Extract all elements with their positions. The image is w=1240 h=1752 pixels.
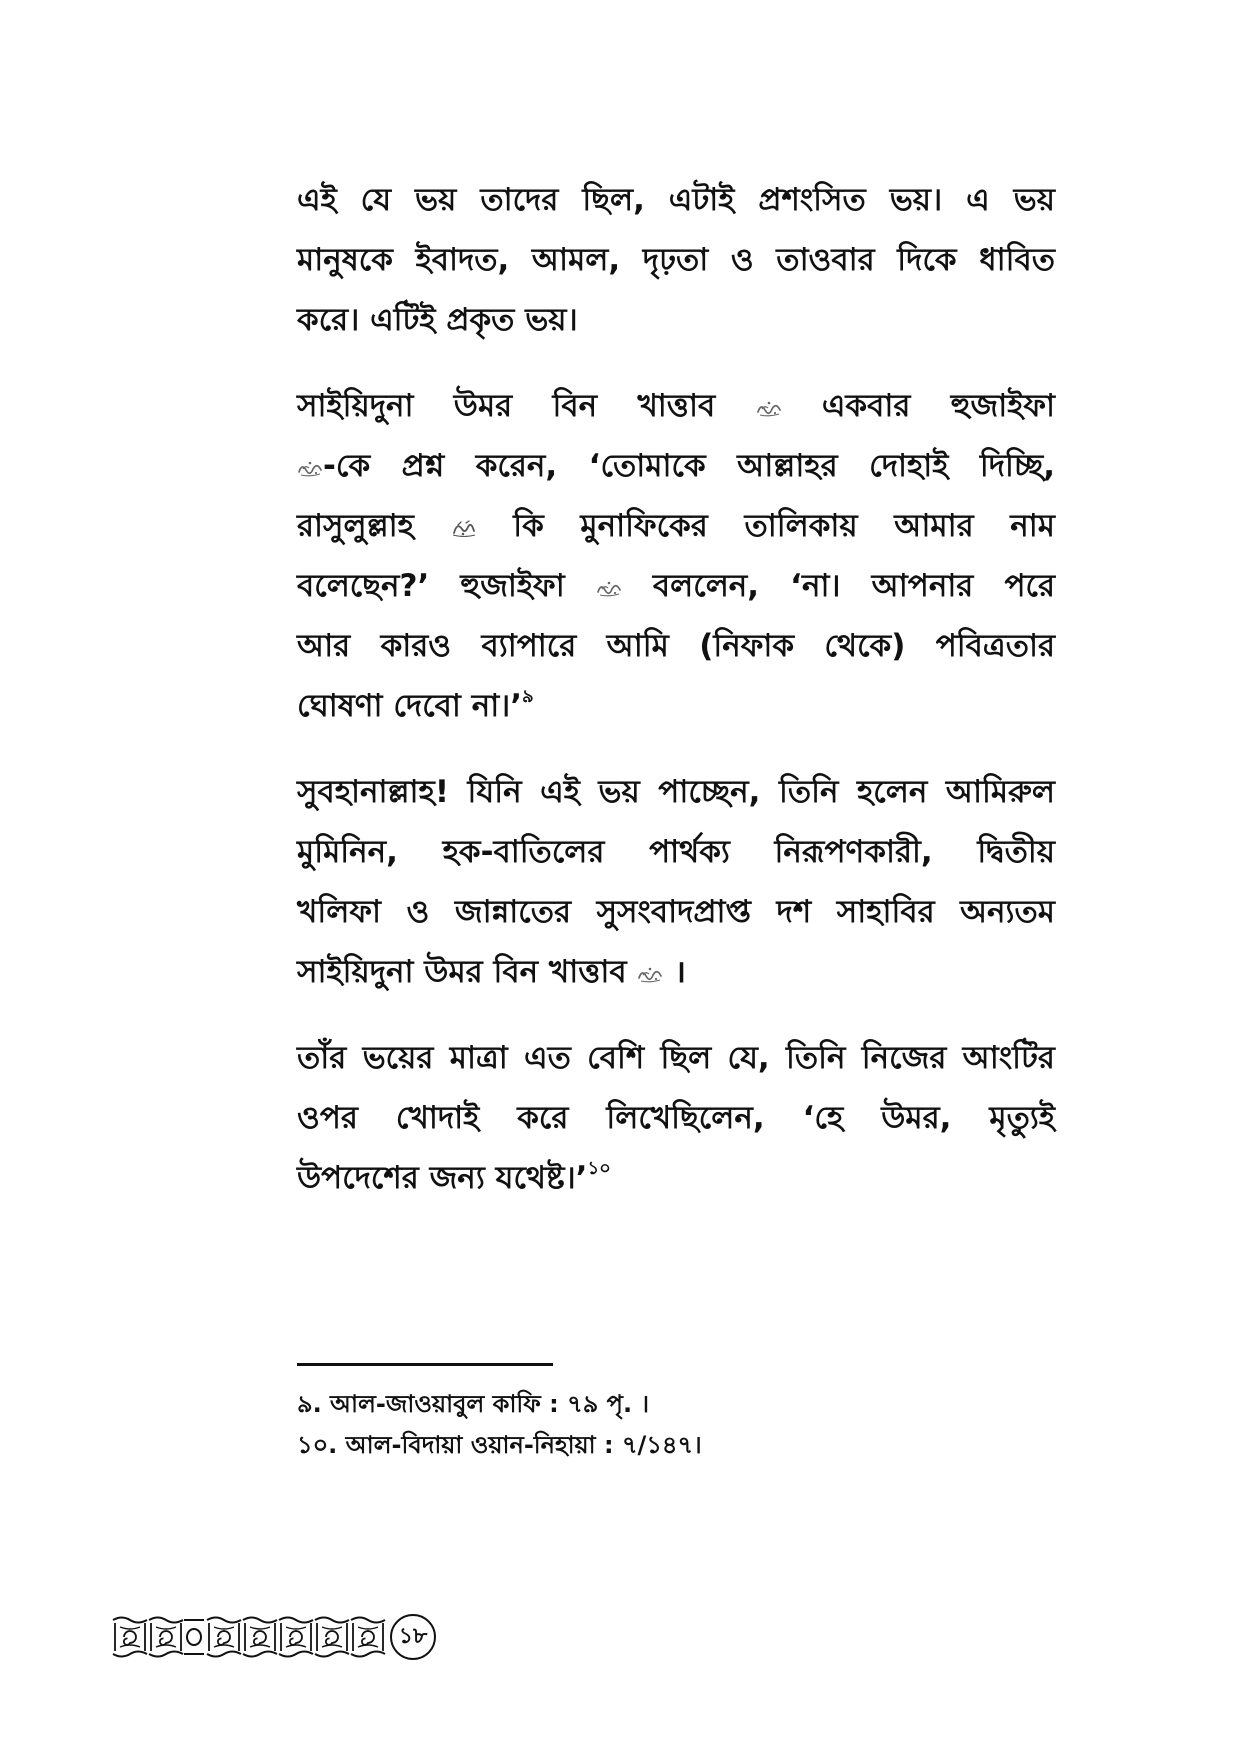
footnote-item: ৯. আল-জাওয়াবুল কাফি : ৭৯ পৃ. । xyxy=(297,1390,650,1418)
text-segment: মুমিনিন, হক-বাতিলের পার্থক্য নিরূপণকারী, দ্বিতীয় xyxy=(297,834,1055,870)
text-segment: মানুষকে ইবাদত, আমল, দৃঢ়তা ও তাওবার দিকে ধাবিত xyxy=(297,242,1055,278)
radiyallahu-anhu-glyph xyxy=(596,579,622,597)
text-line xyxy=(297,1028,1055,1088)
radiyallahu-anhu-icon xyxy=(756,399,782,417)
paragraph xyxy=(297,1028,1055,1208)
text-segment: বলেছেন?’ হুজাইফা xyxy=(297,568,565,604)
footnote-ref[interactable]: ১০ xyxy=(587,1158,611,1179)
text-line xyxy=(297,1148,1055,1208)
text-line xyxy=(297,1088,1055,1148)
sallallahu-alayhi-wasallam-glyph xyxy=(451,519,477,537)
text-line xyxy=(297,822,1055,882)
body-text xyxy=(297,170,1055,1234)
text-segment: ঘোষণা দেবো না।’ xyxy=(297,688,523,724)
text-segment: এই যে ভয় তাদের ছিল, এটাই প্রশংসিত ভয়। এ ভয় xyxy=(297,182,1055,218)
text-segment: -কে প্রশ্ন করেন, ‘তোমাকে আল্লাহর দোহাই দিচ্ছি, xyxy=(323,448,1055,484)
radiyallahu-anhu-glyph xyxy=(637,965,663,983)
footnote-item: ১০. আল-বিদায়া ওয়ান-নিহায়া : ৭/১৪৭। xyxy=(297,1431,702,1459)
text-segment: রাসুলুল্লাহ xyxy=(297,508,414,544)
text-segment: বললেন, ‘না। আপনার পরে xyxy=(652,568,1055,604)
text-line xyxy=(297,942,1055,1002)
decorative-border-icon xyxy=(112,1615,388,1659)
text-segment: ওপর খোদাই করে লিখেছিলেন, ‘হে উমর, মৃত্যুই xyxy=(297,1100,1055,1136)
text-line xyxy=(297,170,1055,230)
radiyallahu-anhu-icon xyxy=(596,579,622,597)
text-segment: উপদেশের জন্য যথেষ্ট।’ xyxy=(297,1160,588,1196)
radiyallahu-anhu-icon xyxy=(637,965,663,983)
footnotes xyxy=(297,1384,1055,1466)
footnote-divider xyxy=(297,1363,553,1366)
radiyallahu-anhu-icon xyxy=(297,459,323,477)
text-segment: করে। এটিই প্রকৃত ভয়। xyxy=(297,302,578,338)
text-line xyxy=(297,762,1055,822)
text-segment: কি মুনাফিকের তালিকায় আমার নাম xyxy=(513,508,1056,544)
radiyallahu-anhu-glyph xyxy=(297,459,323,477)
text-segment: সাইয়িদুনা উমর বিন খাত্তাব xyxy=(297,954,627,990)
text-segment: একবার হুজাইফা xyxy=(821,388,1055,424)
radiyallahu-anhu-glyph xyxy=(756,399,782,417)
text-line xyxy=(297,376,1055,436)
paragraph xyxy=(297,170,1055,350)
text-line xyxy=(297,436,1055,496)
text-segment: সাইয়িদুনা উমর বিন খাত্তাব xyxy=(297,388,716,424)
text-segment: । xyxy=(674,954,687,990)
footnote-ref[interactable]: ৯ xyxy=(522,686,534,707)
text-segment: আর কারও ব্যাপারে আমি (নিফাক থেকে) পবিত্রতার xyxy=(297,628,1055,664)
text-segment: সুবহানাল্লাহ! যিনি এই ভয় পাচ্ছেন, তিনি হলেন আমিরুল xyxy=(297,774,1055,810)
text-line xyxy=(297,496,1055,556)
text-line xyxy=(297,556,1055,616)
text-line xyxy=(297,882,1055,942)
sallallahu-alayhi-wasallam-icon xyxy=(451,519,477,537)
text-line xyxy=(297,290,1055,350)
text-segment: খলিফা ও জান্নাতের সুসংবাদপ্রাপ্ত দশ সাহাবির অন্যতম xyxy=(297,894,1055,930)
text-segment: তাঁর ভয়ের মাত্রা এত বেশি ছিল যে, তিনি নিজের আংটির xyxy=(297,1040,1055,1076)
text-line xyxy=(297,230,1055,290)
paragraph xyxy=(297,762,1055,1002)
paragraph xyxy=(297,376,1055,736)
text-line xyxy=(297,676,1055,736)
text-line xyxy=(297,616,1055,676)
page-number: ১৮ xyxy=(390,1614,436,1660)
